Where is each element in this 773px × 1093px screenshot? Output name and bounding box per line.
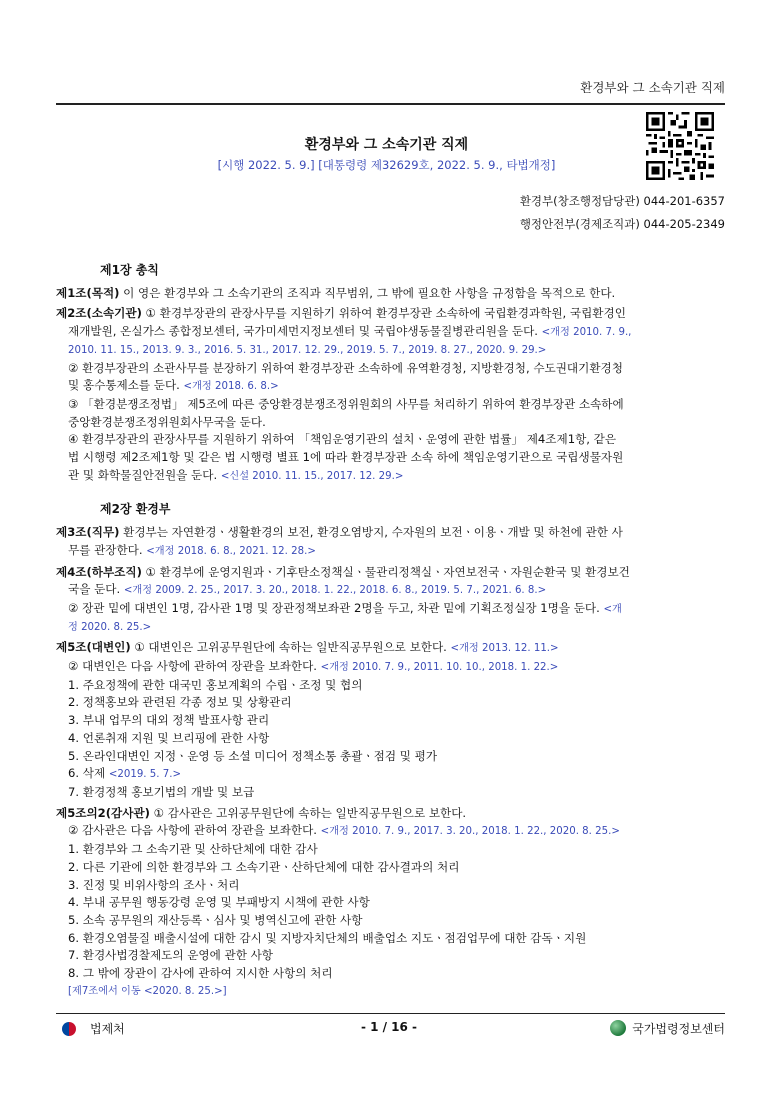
article-text: 환경부는 자연환경ㆍ생활환경의 보전, 환경오염방지, 수자원의 보전ㆍ이용ㆍ개발 및 하천에 관한 사	[119, 525, 623, 540]
amendment-note: 정 2020. 8. 25.>	[68, 621, 152, 633]
amendment-note: 2010. 11. 15., 2013. 9. 3., 2016. 5. 31., 2017. 12. 29., 2019. 5. 7., 2019. 8. 27., 2020. 9. 29.>	[68, 344, 547, 356]
document-title: 환경부와 그 소속기관 직제	[304, 137, 469, 153]
list-item: 4. 언론취재 지원 및 브리핑에 관한 사항	[68, 730, 270, 745]
article-text: 중앙환경분쟁조정위원회사무국을 둔다.	[68, 414, 266, 429]
article-text: ① 환경부에 운영지원과ㆍ기후탄소정책실ㆍ물관리정책실ㆍ자연보전국ㆍ자원순환국 및 환경보건	[141, 564, 630, 579]
contact-line: 환경부(창조행정담당관) 044-201-6357	[519, 194, 725, 208]
amendment-note: <개정 2010. 7. 9.,	[541, 327, 632, 339]
article-heading: 제5조(대변인)	[56, 640, 131, 655]
article-2	[56, 305, 722, 485]
article-text: 법 시행령 제2조제1항 및 같은 법 시행령 별표 1에 따라 환경부장관 소속 하에 책임운영기관으로 국립생물자원	[68, 450, 624, 465]
amendment-note: <개정 2018. 6. 8.>	[183, 381, 279, 393]
amendment-note: <개정 2010. 7. 9., 2017. 3. 20., 2018. 1. 22., 2020. 8. 25.>	[320, 826, 620, 838]
list-item: 6. 환경오염물질 배출시설에 대한 감시 및 지방자치단체의 배출업소 지도ㆍ점검업무에 대한 감독ㆍ지원	[68, 930, 587, 945]
enactment-info: [시행 2022. 5. 9.] [대통령령 제32629호, 2022. 5. 9., 타법개정]	[217, 158, 556, 172]
page-footer	[56, 1020, 725, 1040]
header-rule	[56, 103, 725, 105]
article-5	[56, 639, 722, 801]
list-item: 2. 정책홍보와 관련된 각종 정보 및 상황관리	[68, 695, 292, 710]
article-text: 이 영은 환경부와 그 소속기관의 조직과 직무범위, 그 밖에 필요한 사항을 규정함을 목적으로 한다.	[119, 285, 616, 300]
article-5-2	[56, 805, 722, 1001]
contact-line: 행정안전부(경제조직과) 044-205-2349	[519, 217, 725, 231]
footer-right	[610, 1020, 725, 1037]
footer-rule	[56, 1013, 725, 1014]
amendment-note: <개	[603, 603, 622, 615]
article-text: ② 장관 밑에 대변인 1명, 감사관 1명 및 장관정책보좌관 2명을 두고, 차관 밑에 기획조정실장 1명을 둔다.	[68, 600, 604, 615]
list-item: 7. 환경정책 홍보기법의 개발 및 보급	[68, 784, 255, 799]
article-text: ① 대변인은 고위공무원단에 속하는 일반직공무원으로 보한다.	[130, 640, 451, 655]
ministry-name: 법제처	[90, 1022, 125, 1036]
article-text: 관 및 화학물질안전원을 둔다.	[68, 467, 221, 482]
amendment-note: <개정 2018. 6. 8., 2021. 12. 28.>	[146, 545, 316, 557]
page-number: - 1 / 16 -	[360, 1020, 418, 1034]
article-1	[56, 285, 722, 303]
article-text: ③ 「환경분쟁조정법」 제5조에 따른 중앙환경분쟁조정위원회의 사무를 처리하기 위하여 환경부장관 소속하에	[68, 396, 624, 411]
list-item: 6. 삭제	[68, 766, 109, 781]
list-item: 5. 온라인대변인 지정ㆍ운영 등 소셜 미디어 정책소통 총괄ㆍ점검 및 평가	[68, 748, 438, 763]
contact-info	[520, 190, 725, 236]
amendment-note: <개정 2009. 2. 25., 2017. 3. 20., 2018. 1. 22., 2018. 6. 8., 2019. 5. 7., 2021. 6. 8.>	[123, 585, 547, 597]
chapter-heading: 제1장 총칙	[100, 263, 159, 277]
amendment-note: <개정 2013. 12. 11.>	[450, 643, 559, 655]
article-text: ② 환경부장관의 소관사무를 분장하기 위하여 환경부장관 소속하에 유역환경청, 지방환경청, 수도권대기환경청	[68, 360, 623, 375]
article-text: 무를 관장한다.	[68, 542, 147, 557]
article-text: 국을 둔다.	[68, 582, 124, 597]
article-heading: 제3조(직무)	[56, 525, 120, 540]
article-text: ② 대변인은 다음 사항에 관하여 장관을 보좌한다.	[68, 659, 321, 674]
article-heading: 제4조(하부조직)	[56, 564, 142, 579]
list-item: 7. 환경사법경찰제도의 운영에 관한 사항	[68, 948, 273, 963]
list-item: 1. 환경부와 그 소속기관 및 산하단체에 대한 감사	[68, 842, 318, 857]
list-item: 3. 진정 및 비위사항의 조사ㆍ처리	[68, 877, 240, 892]
list-item: 4. 부내 공무원 행동강령 운영 및 부패방지 시책에 관한 사항	[68, 895, 370, 910]
running-header: 환경부와 그 소속기관 직제	[580, 80, 725, 95]
chapter-heading: 제2장 환경부	[100, 502, 171, 517]
article-heading: 제5조의2(감사관)	[56, 805, 150, 820]
list-item: 8. 그 밖에 장관이 감사에 관하여 지시한 사항의 처리	[68, 966, 333, 981]
article-text: 재개발원, 온실가스 종합정보센터, 국가미세먼지정보센터 및 국립야생동물질병관리원을 둔다.	[68, 324, 542, 339]
article-text: 및 홍수통제소를 둔다.	[68, 378, 184, 393]
list-item: 5. 소속 공무원의 재산등록ㆍ심사 및 병역신고에 관한 사항	[68, 912, 363, 927]
article-4	[56, 564, 722, 637]
law-center-logo-icon	[610, 1020, 626, 1036]
article-3	[56, 524, 722, 560]
article-text: ② 감사관은 다음 사항에 관하여 장관을 보좌한다.	[68, 823, 321, 838]
document-body	[56, 262, 722, 1000]
amendment-note: <신설 2010. 11. 15., 2017. 12. 29.>	[220, 470, 404, 482]
list-item: 3. 부내 업무의 대외 정책 발표사항 관리	[68, 713, 270, 728]
list-item: 2. 다른 기관에 의한 환경부와 그 소속기관ㆍ산하단체에 대한 감사결과의 처리	[68, 859, 460, 874]
article-text: ① 감사관은 고위공무원단에 속하는 일반직공무원으로 보한다.	[149, 805, 467, 820]
moved-note: [제7조에서 이동 <2020. 8. 25.>]	[68, 985, 227, 997]
list-item: 1. 주요정책에 관한 대국민 홍보계획의 수립ㆍ조정 및 협의	[68, 677, 363, 692]
article-heading: 제2조(소속기관)	[56, 306, 142, 321]
law-center-name: 국가법령정보센터	[632, 1022, 725, 1036]
article-text: ④ 환경부장관의 관장사무를 지원하기 위하여 「책임운영기관의 설치ㆍ운영에 관한 법률」 제4조제1항, 같은	[68, 432, 617, 447]
article-heading: 제1조(목적)	[56, 285, 120, 300]
amendment-note: <개정 2010. 7. 9., 2011. 10. 10., 2018. 1. 22.>	[320, 662, 559, 674]
article-text: ① 환경부장관의 관장사무를 지원하기 위하여 환경부장관 소속하에 국립환경과학원, 국립환경인	[141, 306, 626, 321]
amendment-note: <2019. 5. 7.>	[108, 769, 181, 781]
